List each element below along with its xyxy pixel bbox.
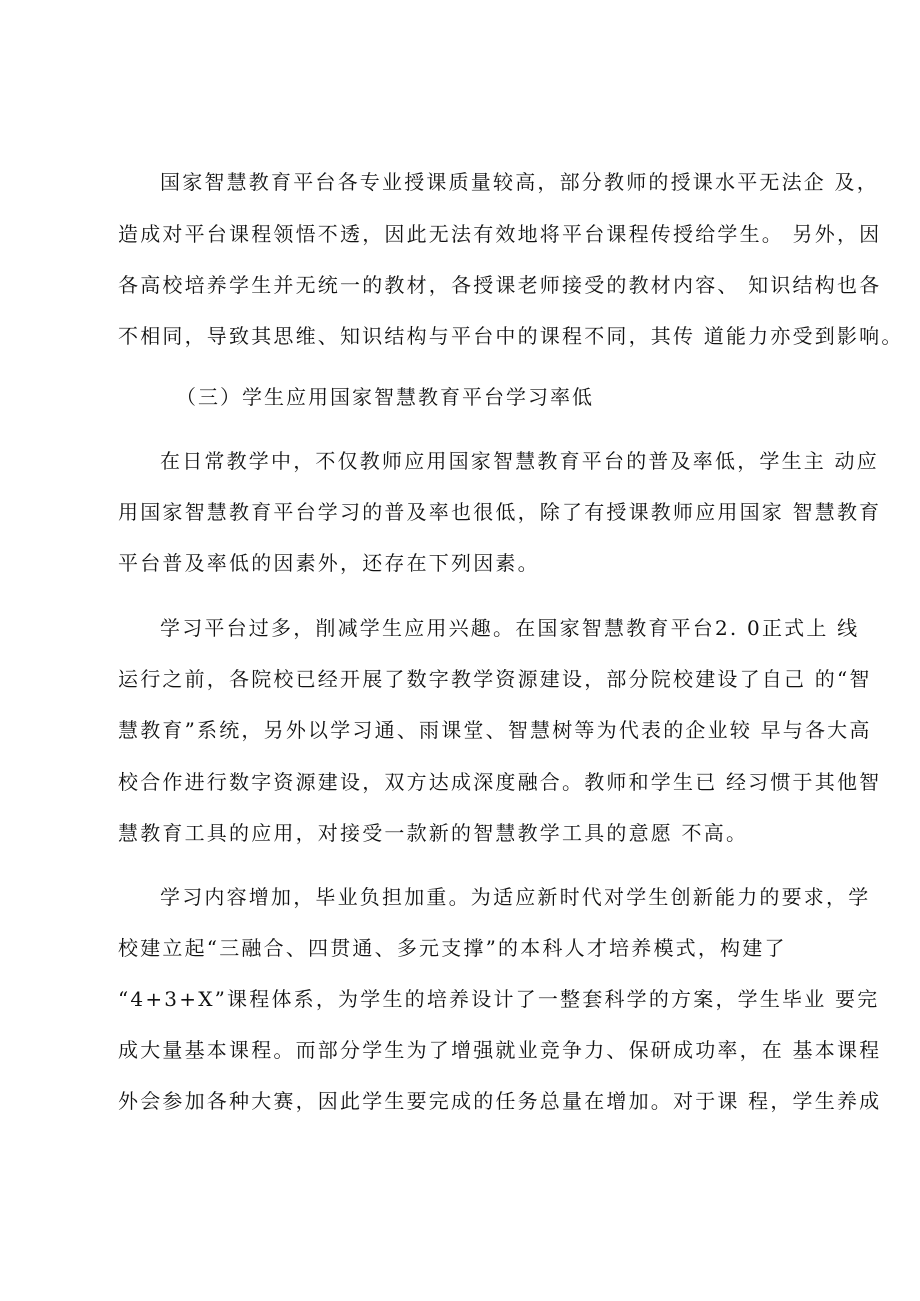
paragraph-2-line-3: 平台普及率低的因素外，还存在下列因素。: [118, 551, 540, 575]
paragraph-4-line-4: 成大量基本课程。而部分学生为了增强就业竞争力、保研成功率，在 基本课程: [118, 1038, 882, 1062]
paragraph-2-line-1: 在日常教学中，不仅教师应用国家智慧教育平台的普及率低，学生主 动应: [160, 449, 879, 473]
paragraph-4-line-1: 学习内容增加，毕业负担加重。为适应新时代对学生创新能力的要求，学: [160, 885, 871, 909]
paragraph-1-line-3: 各高校培养学生并无统一的教材，各授课老师接受的教材内容、 知识结构也各: [118, 273, 882, 297]
paragraph-3-line-1: 学习平台过多，削减学生应用兴趣。在国家智慧教育平台2. 0正式上 线: [160, 616, 860, 640]
paragraph-4-line-5: 外会参加各种大赛，因此学生要完成的任务总量在增加。对于课 程，学生养成: [118, 1089, 882, 1113]
paragraph-1-line-1: 国家智慧教育平台各专业授课质量较高，部分教师的授课水平无法企 及，: [160, 170, 879, 194]
paragraph-2-line-2: 用国家智慧教育平台学习的普及率也很低，除了有授课教师应用国家 智慧教育: [118, 500, 882, 524]
paragraph-4-line-2: 校建立起“三融合、四贯通、多元支撑”的本科人才培养模式，构建了: [118, 936, 787, 960]
paragraph-3-line-3: 慧教育”系统，另外以学习通、雨课堂、智慧树等为代表的企业较 早与各大高: [118, 718, 872, 742]
paragraph-3-line-2: 运行之前，各院校已经开展了数字教学资源建设，部分院校建设了自己 的“智: [118, 667, 872, 691]
section-heading: （三）学生应用国家智慧教育平台学习率低: [176, 385, 594, 409]
paragraph-3-line-4: 校合作进行数字资源建设，双方达成深度融合。教师和学生已 经习惯于其他智: [118, 770, 882, 794]
paragraph-4-line-3: “4+3+X”课程体系，为学生的培养设计了一整套科学的方案，学生毕业 要完: [118, 987, 880, 1011]
paragraph-1-line-2: 造成对平台课程领悟不透，因此无法有效地将平台课程传授给学生。 另外，因: [118, 222, 882, 246]
paragraph-3-line-5: 慧教育工具的应用，对接受一款新的智慧教学工具的意愿 不高。: [118, 821, 749, 845]
paragraph-1-line-4: 不相同，导致其思维、知识结构与平台中的课程不同，其传 道能力亦受到影响。: [118, 324, 904, 348]
